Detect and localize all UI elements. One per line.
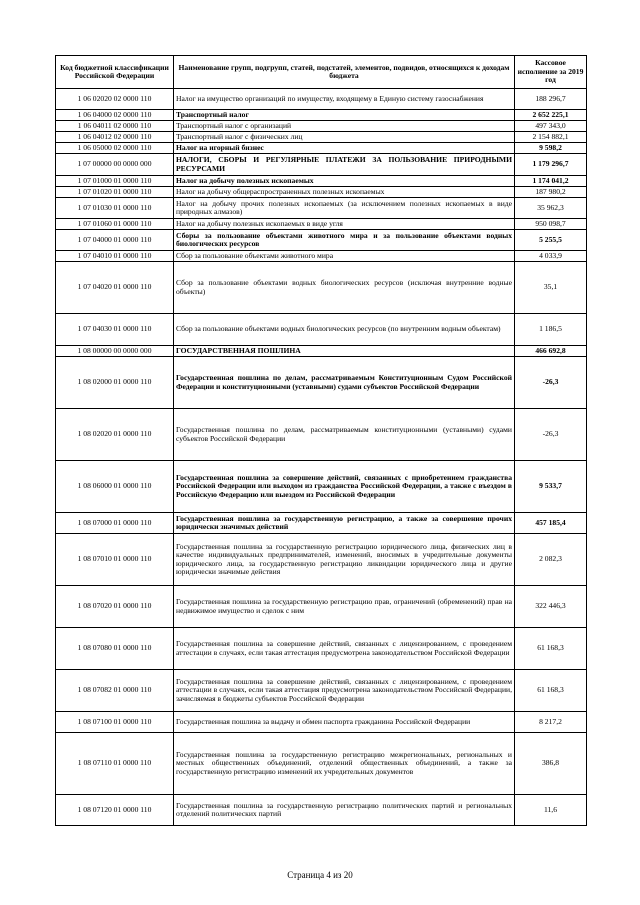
table-row: [56, 89, 587, 110]
table-row: [56, 230, 587, 251]
sum-cell: 35,1: [515, 262, 587, 314]
table-row: [56, 586, 587, 628]
name-cell: Сбор за пользование объектами животного мира: [174, 251, 515, 262]
sum-cell: 35 962,3: [515, 198, 587, 219]
code-cell: 1 07 00000 00 0000 000: [56, 154, 174, 176]
table-row: [56, 154, 587, 176]
sum-cell: 188 296,7: [515, 89, 587, 110]
name-cell: Транспортный налог: [174, 110, 515, 121]
name-cell: Государственная пошлина за совершение действий, связанных с лицензированием, с проведением аттестации в случаях, если такая аттестация предусмотрена законодательством Российской Федерации, зачисляемая в бюджеты субъектов Российской Федерации: [174, 670, 515, 712]
sum-cell: 61 168,3: [515, 628, 587, 670]
code-cell: 1 06 05000 02 0000 110: [56, 143, 174, 154]
sum-cell: -26,3: [515, 357, 587, 409]
code-cell: 1 08 07100 01 0000 110: [56, 712, 174, 733]
name-cell: Государственная пошлина за выдачу и обмен паспорта гражданина Российской Федерации: [174, 712, 515, 733]
sum-cell: 497 343,0: [515, 121, 587, 132]
name-cell: Государственная пошлина за совершение действий, связанных с приобретением гражданства Российской Федерации или выходом из гражданства Российской Федерации, а также с въездом в Российскую Федерацию или выездом из Российской Федерации: [174, 461, 515, 513]
sum-cell: 457 185,4: [515, 513, 587, 534]
name-cell: Налог на добычу общераспространенных полезных ископаемых: [174, 187, 515, 198]
table-row: [56, 251, 587, 262]
table-row: [56, 733, 587, 795]
code-cell: 1 08 07020 01 0000 110: [56, 586, 174, 628]
sum-cell: 5 255,5: [515, 230, 587, 251]
code-cell: 1 08 00000 00 0000 000: [56, 346, 174, 357]
code-cell: 1 08 02020 01 0000 110: [56, 409, 174, 461]
table-row: [56, 121, 587, 132]
name-cell: Налог на игорный бизнес: [174, 143, 515, 154]
sum-cell: 2 154 882,1: [515, 132, 587, 143]
table-row: [56, 314, 587, 346]
sum-cell: 9 533,7: [515, 461, 587, 513]
budget-income-table: [55, 55, 587, 826]
table-row: [56, 198, 587, 219]
table-row: [56, 346, 587, 357]
table-row: [56, 513, 587, 534]
code-cell: 1 06 04011 02 0000 110: [56, 121, 174, 132]
name-cell: Сбор за пользование объектами водных биологических ресурсов (по внутренним водным объектам): [174, 314, 515, 346]
sum-cell: 950 098,7: [515, 219, 587, 230]
sum-cell: 1 174 041,2: [515, 176, 587, 187]
code-cell: 1 07 01030 01 0000 110: [56, 198, 174, 219]
header-code: Код бюджетной классификации Российской Федерации: [56, 56, 174, 89]
name-cell: НАЛОГИ, СБОРЫ И РЕГУЛЯРНЫЕ ПЛАТЕЖИ ЗА ПОЛЬЗОВАНИЕ ПРИРОДНЫМИ РЕСУРСАМИ: [174, 154, 515, 176]
name-cell: Налог на имущество организаций по имуществу, входящему в Единую систему газоснабжения: [174, 89, 515, 110]
table-row: [56, 712, 587, 733]
page-number: Страница 4 из 20: [287, 870, 353, 880]
name-cell: Транспортный налог с физических лиц: [174, 132, 515, 143]
name-cell: Государственная пошлина за государственную регистрацию, а также за совершение прочих юридически значимых действий: [174, 513, 515, 534]
table-row: [56, 219, 587, 230]
name-cell: Транспортный налог с организаций: [174, 121, 515, 132]
sum-cell: 11,6: [515, 795, 587, 826]
sum-cell: 61 168,3: [515, 670, 587, 712]
code-cell: 1 08 02000 01 0000 110: [56, 357, 174, 409]
name-cell: Налог на добычу полезных ископаемых: [174, 176, 515, 187]
name-cell: Государственная пошлина за государственную регистрацию межрегиональных, региональных и местных общественных объединений, отделений общественных объединений, а также за государственную регистрацию изменений их учредительных документов: [174, 733, 515, 795]
name-cell: Налог на добычу полезных ископаемых в виде угля: [174, 219, 515, 230]
name-cell: Налог на добычу прочих полезных ископаемых (за исключением полезных ископаемых в виде природных алмазов): [174, 198, 515, 219]
sum-cell: 2 082,3: [515, 534, 587, 586]
table-row: [56, 461, 587, 513]
sum-cell: 187 980,2: [515, 187, 587, 198]
sum-cell: 4 033,9: [515, 251, 587, 262]
table-row: [56, 187, 587, 198]
sum-cell: 2 652 225,1: [515, 110, 587, 121]
code-cell: 1 08 07120 01 0000 110: [56, 795, 174, 826]
code-cell: 1 07 04000 01 0000 110: [56, 230, 174, 251]
sum-cell: -26,3: [515, 409, 587, 461]
sum-cell: 9 598,2: [515, 143, 587, 154]
sum-cell: 1 179 296,7: [515, 154, 587, 176]
code-cell: 1 07 04020 01 0000 110: [56, 262, 174, 314]
name-cell: Государственная пошлина за государственную регистрацию прав, ограничений (обременений) прав на недвижимое имущество и сделок с ним: [174, 586, 515, 628]
code-cell: 1 07 01000 01 0000 110: [56, 176, 174, 187]
name-cell: Государственная пошлина по делам, рассматриваемым конституционными (уставными) судами субъектов Российской Федерации: [174, 409, 515, 461]
table-body: [56, 89, 587, 826]
code-cell: 1 06 02020 02 0000 110: [56, 89, 174, 110]
code-cell: 1 07 04030 01 0000 110: [56, 314, 174, 346]
sum-cell: 8 217,2: [515, 712, 587, 733]
header-name: Наименование групп, подгрупп, статей, подстатей, элементов, подвидов, относящихся к доходам бюджета: [174, 56, 515, 89]
code-cell: 1 08 07082 01 0000 110: [56, 670, 174, 712]
table-row: [56, 143, 587, 154]
name-cell: Государственная пошлина за совершение действий, связанных с лицензированием, с проведением аттестации в случаях, если такая аттестация предусмотрена законодательством Российской Федерации: [174, 628, 515, 670]
table-row: [56, 132, 587, 143]
table-row: [56, 628, 587, 670]
table-row: [56, 409, 587, 461]
code-cell: 1 08 07010 01 0000 110: [56, 534, 174, 586]
sum-cell: 322 446,3: [515, 586, 587, 628]
name-cell: Государственная пошлина за государственную регистрацию юридического лица, физических лиц в качестве индивидуальных предпринимателей, изменений, вносимых в учредительные документы юридического лица, за государственную регистрацию ликвидации юридического лица и другие юридически значимые действия: [174, 534, 515, 586]
sum-cell: 386,8: [515, 733, 587, 795]
code-cell: 1 07 04010 01 0000 110: [56, 251, 174, 262]
code-cell: 1 06 04012 02 0000 110: [56, 132, 174, 143]
table-row: [56, 534, 587, 586]
table-row: [56, 176, 587, 187]
sum-cell: 466 692,8: [515, 346, 587, 357]
code-cell: 1 08 06000 01 0000 110: [56, 461, 174, 513]
code-cell: 1 06 04000 02 0000 110: [56, 110, 174, 121]
name-cell: Сбор за пользование объектами водных биологических ресурсов (исключая внутренние водные объекты): [174, 262, 515, 314]
name-cell: Государственная пошлина по делам, рассматриваемым Конституционным Судом Российской Федерации и конституционными (уставными) судами субъектов Российской Федерации: [174, 357, 515, 409]
table-row: [56, 262, 587, 314]
table-row: [56, 795, 587, 826]
code-cell: 1 08 07000 01 0000 110: [56, 513, 174, 534]
table-row: [56, 357, 587, 409]
code-cell: 1 08 07110 01 0000 110: [56, 733, 174, 795]
sum-cell: 1 186,5: [515, 314, 587, 346]
code-cell: 1 07 01060 01 0000 110: [56, 219, 174, 230]
name-cell: Государственная пошлина за государственную регистрацию политических партий и региональных отделений политических партий: [174, 795, 515, 826]
table-row: [56, 670, 587, 712]
header-sum: Кассовое исполнение за 2019 год: [515, 56, 587, 89]
code-cell: 1 08 07080 01 0000 110: [56, 628, 174, 670]
table-header-row: [56, 56, 587, 89]
table-row: [56, 110, 587, 121]
code-cell: 1 07 01020 01 0000 110: [56, 187, 174, 198]
name-cell: Сборы за пользование объектами животного мира и за пользование объектами водных биологических ресурсов: [174, 230, 515, 251]
name-cell: ГОСУДАРСТВЕННАЯ ПОШЛИНА: [174, 346, 515, 357]
